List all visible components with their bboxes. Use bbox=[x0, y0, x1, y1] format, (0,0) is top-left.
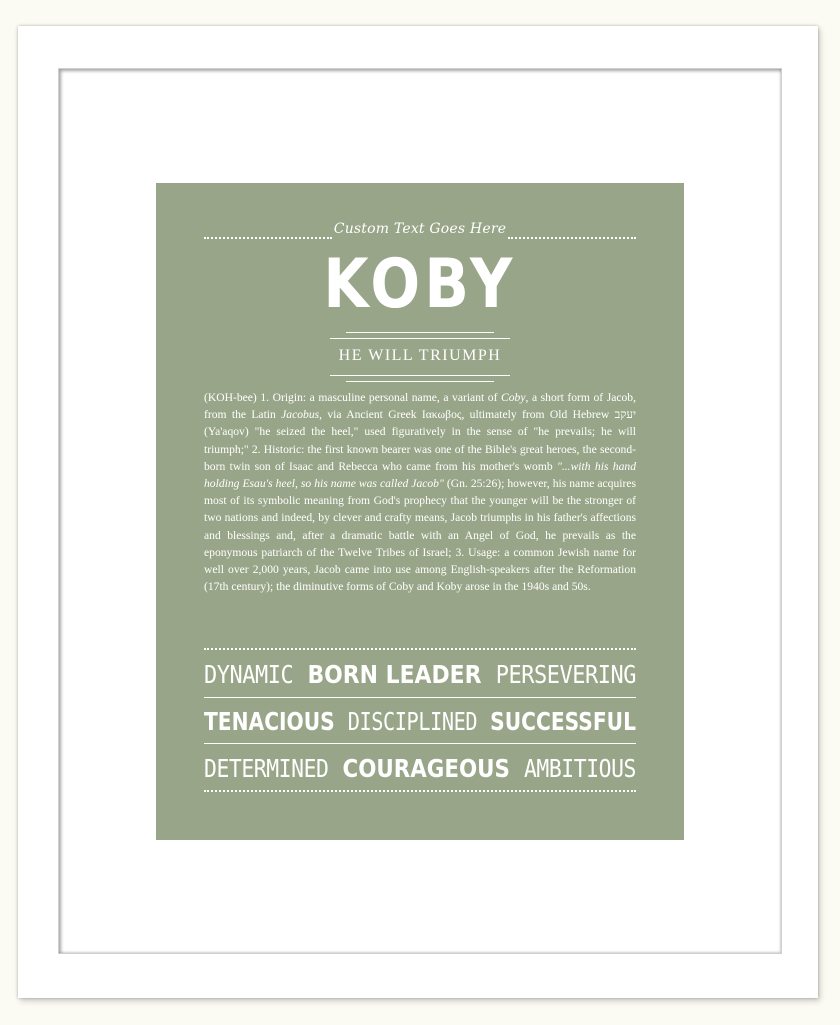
trait-ambitious: AMBITIOUS bbox=[523, 753, 636, 783]
trait-dynamic: DYNAMIC bbox=[204, 659, 294, 689]
definition-text-1: (KOH-bee) 1. Origin: a masculine personal name, a variant of bbox=[204, 391, 501, 404]
custom-text-row bbox=[156, 221, 684, 245]
name-print bbox=[156, 183, 684, 840]
trait-determined: DETERMINED bbox=[204, 753, 329, 783]
name-meaning: HE WILL TRIUMPH bbox=[338, 347, 502, 364]
dotted-divider-left bbox=[204, 237, 332, 239]
trait-tenacious: TENACIOUS bbox=[204, 706, 335, 736]
definition-italic-1: Coby bbox=[501, 391, 526, 404]
rule-top-1 bbox=[346, 332, 494, 333]
trait-persevering: PERSEVERING bbox=[495, 659, 636, 689]
name-definition bbox=[204, 389, 636, 595]
rule-bottom-2 bbox=[346, 381, 494, 382]
dotted-separator-top bbox=[204, 648, 636, 650]
rule-top-2 bbox=[330, 338, 510, 339]
definition-text-3: , via Ancient Greek Ιακωβος, ultimately from Old Hebrew יעקב (Ya'aqov) "he seized the heel," used figuratively in the sense of "he prevails; he will triumph;" 2. Historic: the first known bearer was one of the Bible's great heroes, the second-born twin son of Isaac and Rebecca who came from his mother's womb bbox=[204, 408, 636, 473]
trait-row-1 bbox=[204, 657, 636, 691]
definition-text-2: , a short form of Jacob, from the Latin bbox=[204, 391, 637, 422]
trait-disciplined: DISCIPLINED bbox=[347, 706, 478, 736]
trait-row-3 bbox=[204, 751, 636, 785]
definition-text-4: (Gn. 25:26); however, his name acquires most of its symbolic meaning from God's prophecy that the younger will be the stronger of two nations and indeed, by clever and crafty means, Jacob triumphs in his father's affections and blessings and, after a dramatic battle with an Angel of God, he prevails as the eponymous patriarch of the Twelve Tribes of Israel; 3. Usage: a common Jewish name for well over 2,000 years, Jacob came into use among English-speakers after the Reformation (17th century); the diminutive forms of Coby and Koby arose in the 1940s and 50s. bbox=[204, 477, 637, 594]
trait-divider-1 bbox=[204, 697, 636, 698]
dotted-separator-bottom bbox=[204, 790, 636, 792]
trait-courageous: COURAGEOUS bbox=[342, 753, 510, 783]
name-title: KOBY bbox=[323, 245, 517, 324]
definition-italic-3: "...with his hand holding Esau's heel, so his name was called Jacob" bbox=[204, 459, 636, 491]
dotted-divider-right bbox=[508, 237, 636, 239]
rule-bottom-1 bbox=[330, 375, 510, 376]
custom-text: Custom Text Goes Here bbox=[333, 221, 507, 237]
trait-row-2 bbox=[204, 704, 636, 738]
trait-born-leader: BORN LEADER bbox=[307, 659, 482, 689]
trait-successful: SUCCESSFUL bbox=[490, 706, 636, 736]
definition-italic-2: Jacobus bbox=[281, 408, 320, 422]
trait-divider-2 bbox=[204, 743, 636, 744]
